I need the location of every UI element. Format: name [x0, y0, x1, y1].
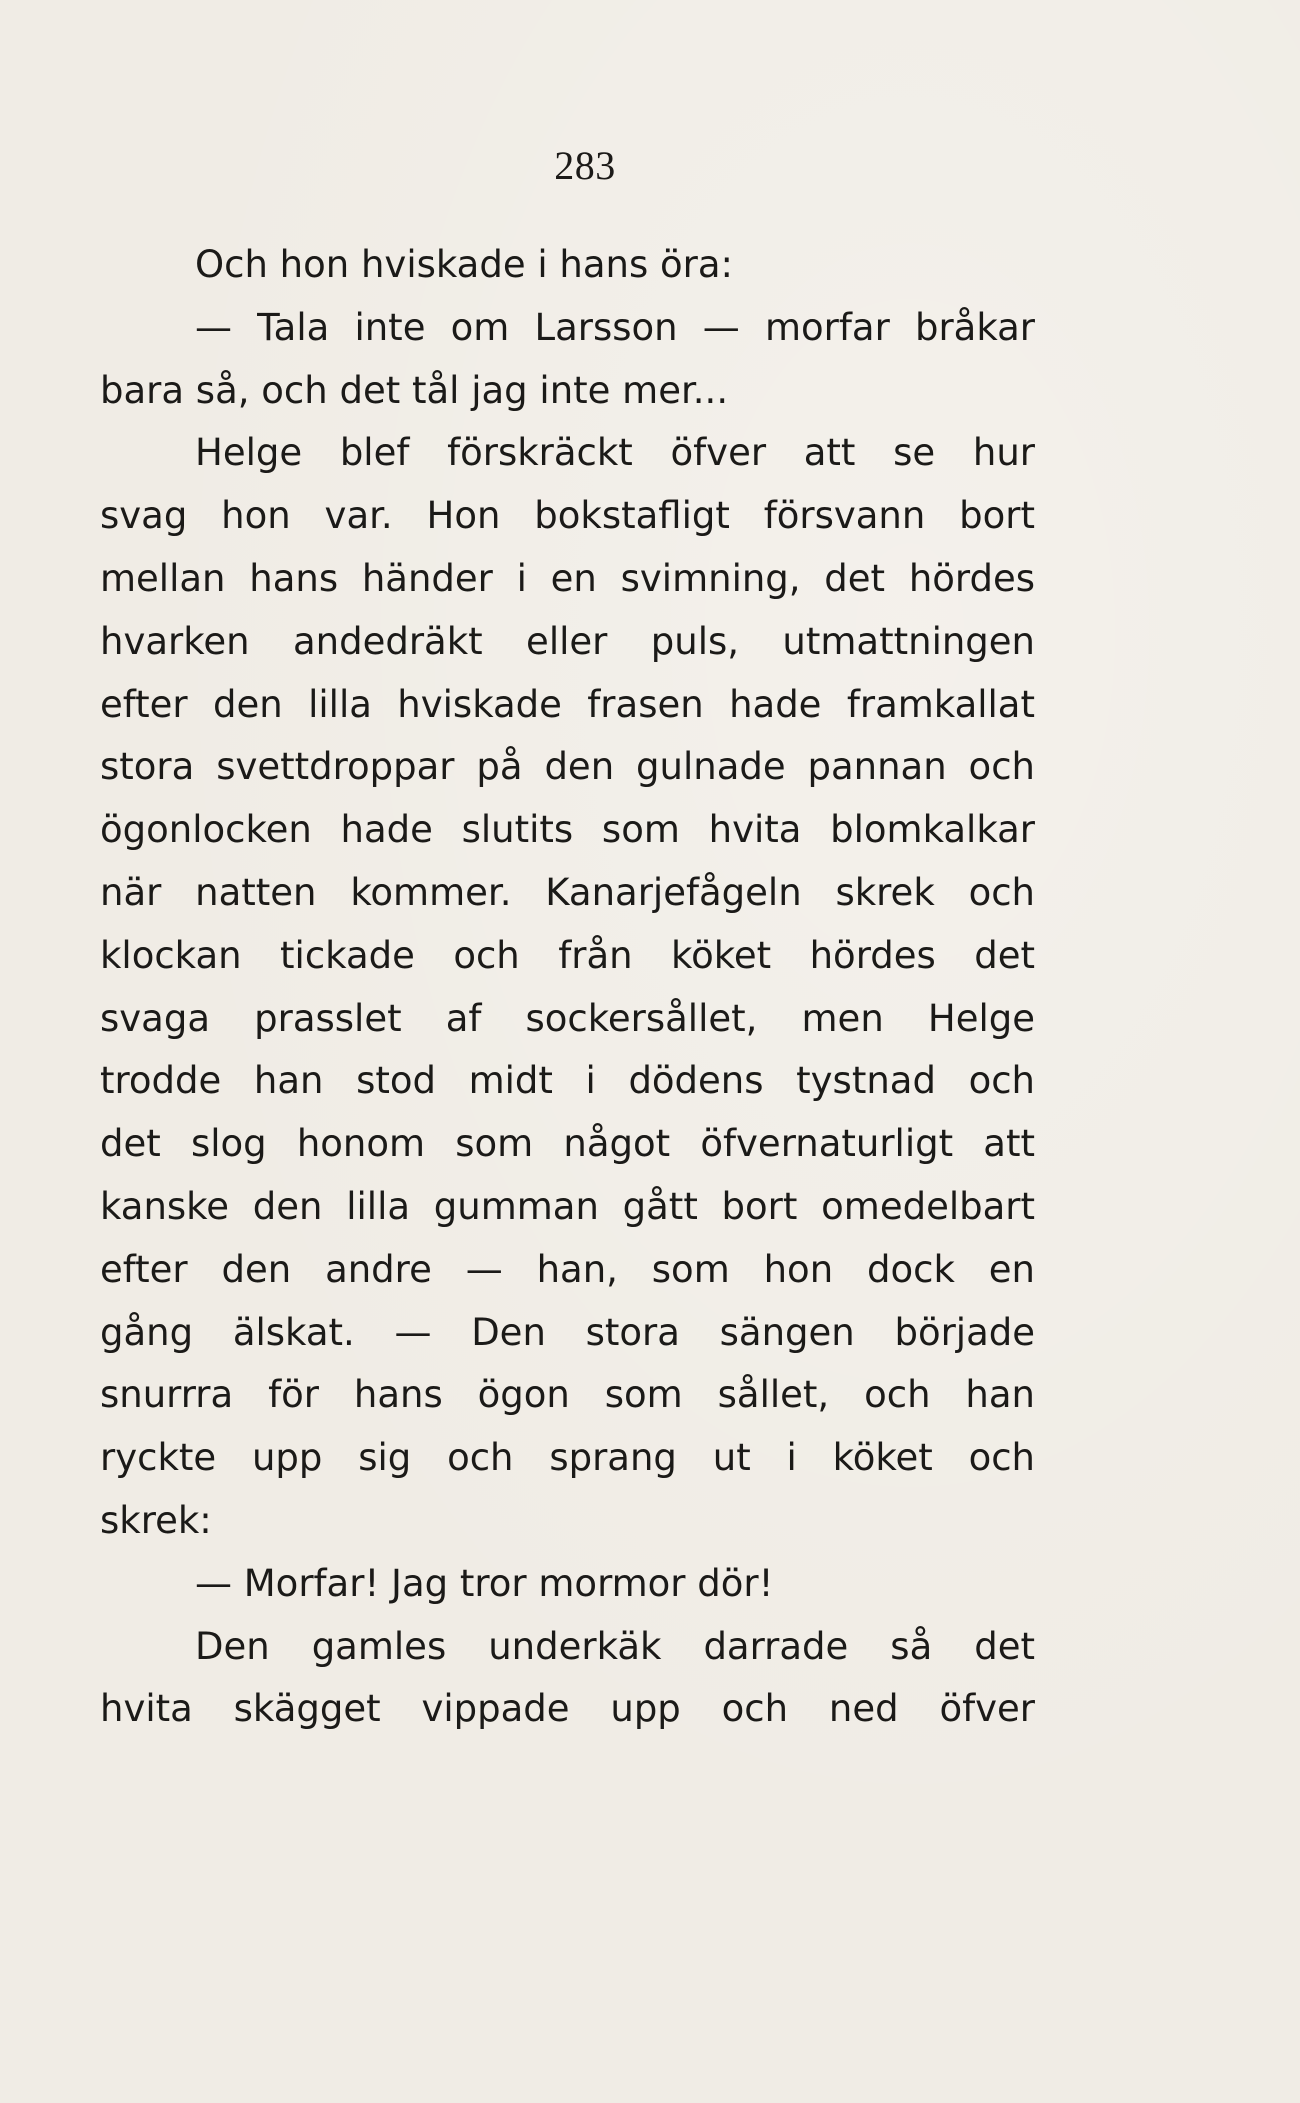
text-line: skrek: [100, 1498, 212, 1542]
text-line: Och hon hviskade i hans öra: [195, 243, 733, 286]
text-line: snurrra för hans ögon som sållet, och han [100, 1373, 1035, 1417]
text-line: ryckte upp sig och sprang ut i köket och [100, 1436, 1035, 1480]
text-line: kanske den lilla gumman gått bort omedelbart [100, 1184, 1035, 1228]
text-line: klockan tickade och från köket hördes det [100, 933, 1035, 977]
text-line: det slog honom som något öfvernaturligt att [100, 1122, 1035, 1166]
text-line: — Tala inte om Larsson — morfar bråkar [195, 305, 1035, 349]
text-line: stora svettdroppar på den gulnade pannan och [100, 745, 1035, 789]
text-line: när natten kommer. Kanarjefågeln skrek och [100, 870, 1035, 914]
text-line: gång älskat. — Den stora sängen började [100, 1310, 1035, 1354]
text-line: mellan hans händer i en svimning, det hördes [100, 556, 1035, 600]
text-line: svaga prasslet af sockersållet, men Helge [100, 996, 1035, 1040]
text-line: svag hon var. Hon bokstafligt försvann bort [100, 494, 1035, 538]
text-line: Helge blef förskräckt öfver att se hur [195, 431, 1035, 475]
text-line: bara så, och det tål jag inte mer... [100, 368, 729, 412]
text-line: Den gamles underkäk darrade så det [195, 1624, 1035, 1668]
text-line: trodde han stod midt i dödens tystnad och [100, 1059, 1035, 1103]
text-line: efter den andre — han, som hon dock en [100, 1247, 1035, 1291]
page-number: 283 [554, 143, 616, 188]
text-line: — Morfar! Jag tror mormor dör! [195, 1561, 774, 1605]
text-line: efter den lilla hviskade frasen hade framkallat [100, 682, 1035, 726]
body-text [100, 234, 1035, 1741]
text-line: ögonlocken hade slutits som hvita blomkalkar [100, 808, 1035, 852]
text-line: hvita skägget vippade upp och ned öfver [100, 1687, 1035, 1731]
text-line: hvarken andedräkt eller puls, utmattningen [100, 619, 1035, 663]
